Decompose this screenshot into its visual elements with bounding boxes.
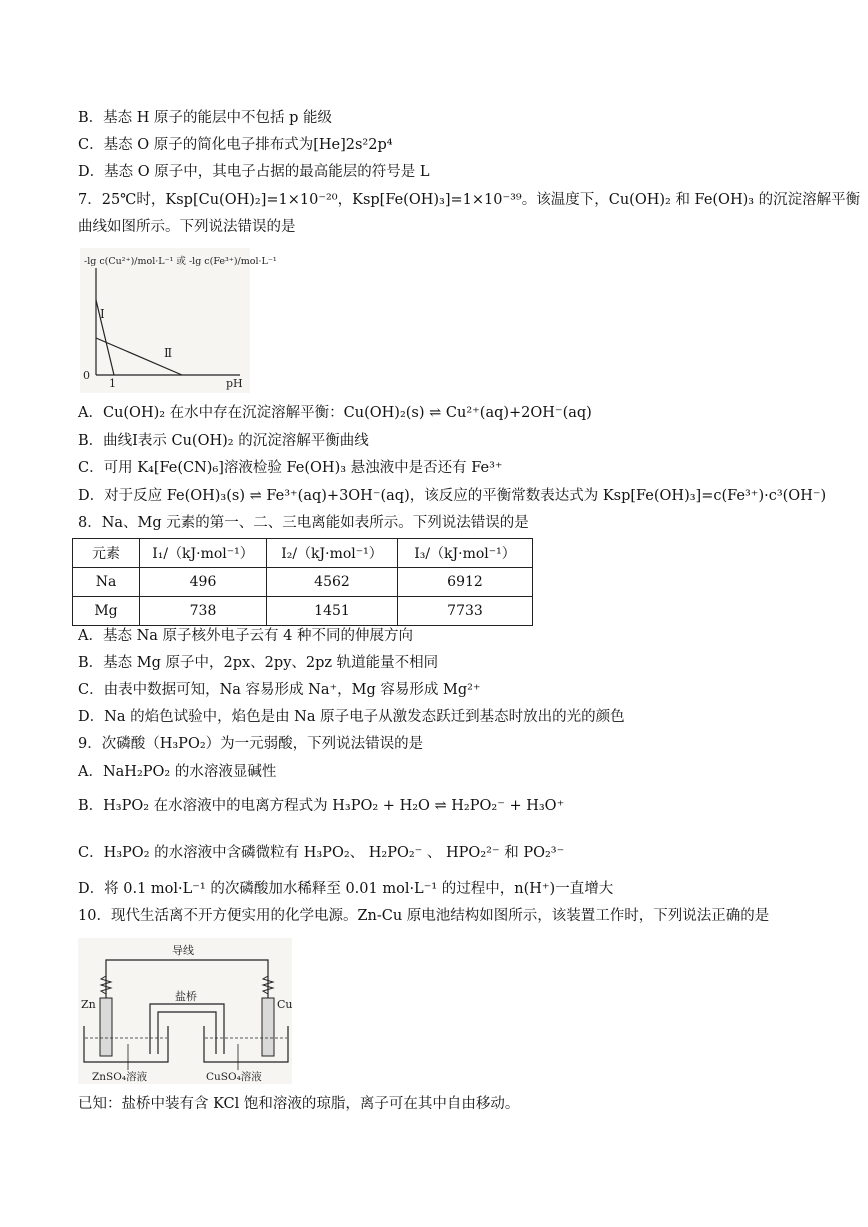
q7-stem-line1: 7．25℃时，Ksp[Cu(OH)₂]=1×10⁻²⁰，Ksp[Fe(OH)₃]=1×10⁻³⁹。该温度下，Cu(OH)₂ 和 Fe(OH)₃ 的沉淀溶解平衡 [78,192,861,208]
q9-stem: 9．次磷酸（H₃PO₂）为一元弱酸，下列说法错误的是 [78,736,424,752]
q8-option-d: D．Na 的焰色试验中，焰色是由 Na 原子电子从激发态跃迁到基态时放出的光的颜色 [78,709,625,725]
curve-1-label: Ⅰ [100,307,105,321]
q7-option-c: C．可用 K₄[Fe(CN)₆]溶液检验 Fe(OH)₃ 悬浊液中是否还有 Fe³⁺ [78,460,503,476]
table-header-cell: I₁/（kJ·mol⁻¹） [140,539,267,568]
table-cell: 496 [140,568,267,597]
q7-option-a: A．Cu(OH)₂ 在水中存在沉淀溶解平衡：Cu(OH)₂(s) ⇌ Cu²⁺(aq)+2OH⁻(aq) [78,405,592,421]
q8-option-b: B．基态 Mg 原子中，2px、2py、2pz 轨道能量不相同 [78,655,439,671]
q9-option-a: A．NaH₂PO₂ 的水溶液显碱性 [78,764,277,780]
table-header-cell: 元素 [73,539,140,568]
graph-ylabel: -lg c(Cu²⁺)/mol·L⁻¹ 或 -lg c(Fe³⁺)/mol·L⁻¹ [84,256,277,267]
ionization-energy-table [72,538,533,626]
table-header-row [73,539,533,568]
q7-stem-line2: 曲线如图所示。下列说法错误的是 [78,219,296,235]
q8-option-c: C．由表中数据可知，Na 容易形成 Na⁺，Mg 容易形成 Mg²⁺ [78,682,481,698]
q9-option-d: D．将 0.1 mol·L⁻¹ 的次磷酸加水稀释至 0.01 mol·L⁻¹ 的过程中，n(H⁺)一直增大 [78,881,614,897]
table-header-cell: I₃/（kJ·mol⁻¹） [398,539,533,568]
cu-electrode [262,998,274,1056]
graph-tick-1: 1 [109,377,116,390]
cuso4-label: CuSO₄溶液 [206,1071,262,1083]
zn-label: Zn [81,998,96,1011]
graph-xlabel: pH [226,377,243,390]
q6-option-c: C．基态 O 原子的简化电子排布式为[He]2s²2p⁴ [78,137,393,153]
q7-option-b: B．曲线Ⅰ表示 Cu(OH)₂ 的沉淀溶解平衡曲线 [78,433,369,449]
table-row [73,568,533,597]
q8-stem: 8．Na、Mg 元素的第一、二、三电离能如表所示。下列说法错误的是 [78,515,529,531]
q7-option-d: D．对于反应 Fe(OH)₃(s) ⇌ Fe³⁺(aq)+3OH⁻(aq)，该反应的平衡常数表达式为 Ksp[Fe(OH)₃]=c(Fe³⁺)·c³(OH⁻) [78,488,827,504]
table-cell: 4562 [267,568,398,597]
table-cell: Na [73,568,140,597]
galvanic-cell-diagram [78,938,292,1084]
q10-note: 已知：盐桥中装有含 KCl 饱和溶液的琼脂，离子可在其中自由移动。 [78,1096,520,1112]
q9-option-b: B．H₃PO₂ 在水溶液中的电离方程式为 H₃PO₂ + H₂O ⇌ H₂PO₂⁻ + H₃O⁺ [78,798,565,814]
table-cell: Mg [73,597,140,626]
table-header-cell: I₂/（kJ·mol⁻¹） [267,539,398,568]
curve-2-label: Ⅱ [164,346,173,360]
table-cell: 7733 [398,597,533,626]
q6-option-d: D．基态 O 原子中，其电子占据的最高能层的符号是 L [78,164,430,180]
table-cell: 738 [140,597,267,626]
q9-option-c: C．H₃PO₂ 的水溶液中含磷微粒有 H₃PO₂、 H₂PO₂⁻ 、 HPO₂²⁻ 和 PO₂³⁻ [78,845,565,861]
zn-electrode [100,998,112,1056]
graph-origin: 0 [83,369,90,382]
znso4-label: ZnSO₄溶液 [92,1071,148,1083]
q8-option-a: A．基态 Na 原子核外电子云有 4 种不同的伸展方向 [78,628,413,644]
wire-label: 导线 [172,944,194,957]
table-cell: 6912 [398,568,533,597]
cu-label: Cu [277,998,293,1011]
q6-option-b: B．基态 H 原子的能层中不包括 p 能级 [78,110,333,126]
table-row [73,597,533,626]
dissolution-graph [80,248,277,393]
salt-bridge-label: 盐桥 [175,990,197,1003]
table-cell: 1451 [267,597,398,626]
q10-stem: 10．现代生活离不开方便实用的化学电源。Zn-Cu 原电池结构如图所示，该装置工作时，下列说法正确的是 [78,908,770,924]
